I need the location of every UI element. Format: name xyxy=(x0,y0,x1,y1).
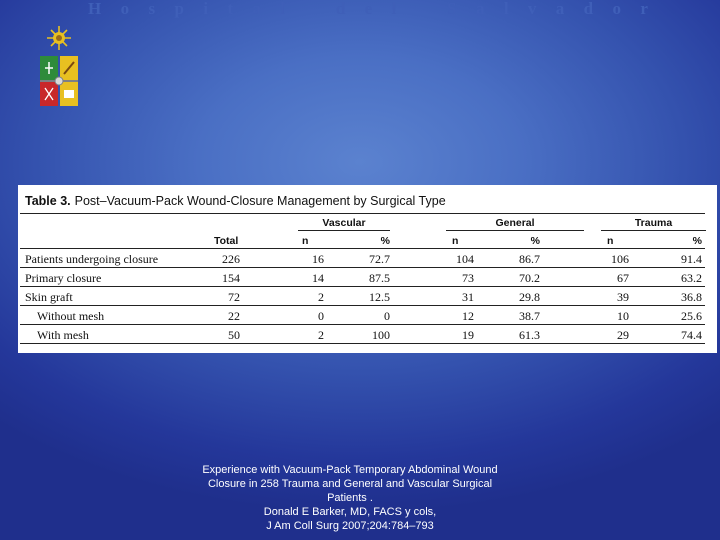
caption-line: J Am Coll Surg 2007;204:784–793 xyxy=(266,520,434,532)
subheader-n: n xyxy=(607,235,614,247)
row-value: 72.7 xyxy=(369,252,390,266)
row-value: 74.4 xyxy=(681,328,702,342)
row-value: 12.5 xyxy=(369,290,390,304)
header-letter: o xyxy=(612,0,622,18)
row-value: 38.7 xyxy=(519,309,540,323)
caption-line: Donald E Barker, MD, FACS y cols, xyxy=(263,506,437,518)
table-rule xyxy=(20,213,705,214)
row-value: 104 xyxy=(456,252,474,266)
row-value: 100 xyxy=(372,328,390,342)
row-total: 154 xyxy=(222,271,240,285)
row-label: With mesh xyxy=(37,328,89,342)
header-letter: l xyxy=(391,0,397,18)
row-value: 61.3 xyxy=(519,328,540,342)
subheader-percent: % xyxy=(692,235,702,247)
row-value: 2 xyxy=(318,328,324,342)
row-value: 39 xyxy=(617,290,629,304)
header-letter: S xyxy=(447,0,457,18)
header-letter: p xyxy=(174,0,184,18)
header-space xyxy=(416,0,428,18)
header-letter: o xyxy=(120,0,130,18)
row-value: 29 xyxy=(617,328,629,342)
row-value: 0 xyxy=(384,309,390,323)
table-rule xyxy=(20,267,705,268)
table-image xyxy=(18,185,717,353)
table-rule xyxy=(446,230,584,231)
row-value: 91.4 xyxy=(681,252,702,266)
table-title xyxy=(25,194,446,208)
crest-shield-icon xyxy=(40,56,78,106)
row-total: 226 xyxy=(222,252,240,266)
row-value: 73 xyxy=(462,271,474,285)
group-header-vascular: Vascular xyxy=(322,217,366,229)
row-value: 63.2 xyxy=(681,271,702,285)
row-value: 87.5 xyxy=(369,271,390,285)
row-value: 12 xyxy=(462,309,474,323)
group-header-trauma: Trauma xyxy=(634,217,673,229)
header-letter: i xyxy=(203,0,209,18)
header-letter: a xyxy=(252,0,261,18)
table-rule xyxy=(20,286,705,287)
caption-line: Closure in 258 Trauma and General and Vascular Surgical xyxy=(207,478,493,490)
table-rule xyxy=(601,230,706,231)
row-value: 70.2 xyxy=(519,271,540,285)
sun-emblem-icon xyxy=(47,26,71,50)
row-value: 14 xyxy=(312,271,324,285)
row-total: 50 xyxy=(228,328,240,342)
subheader-n: n xyxy=(452,235,459,247)
header-letter: l xyxy=(503,0,509,18)
table-rule xyxy=(20,248,705,249)
row-value: 31 xyxy=(462,290,474,304)
row-value: 106 xyxy=(611,252,629,266)
table-rule xyxy=(20,324,705,325)
row-label: Without mesh xyxy=(37,309,105,323)
header-letter: t xyxy=(227,0,234,18)
header-space xyxy=(304,0,316,18)
row-value: 86.7 xyxy=(519,252,540,266)
row-value: 29.8 xyxy=(519,290,540,304)
citation-caption xyxy=(160,463,540,533)
row-value: 16 xyxy=(312,252,324,266)
university-crest-logo xyxy=(36,24,82,110)
header-letter: d xyxy=(583,0,594,18)
header-letter: s xyxy=(148,0,156,18)
header-letter: l xyxy=(280,0,286,18)
row-total: 72 xyxy=(228,290,240,304)
row-value: 10 xyxy=(617,309,629,323)
header-letter: e xyxy=(364,0,373,18)
subheader-percent: % xyxy=(380,235,390,247)
table-number: Table 3. xyxy=(25,194,71,208)
table-rule xyxy=(298,230,390,231)
caption-line: Experience with Vacuum-Pack Temporary Abdominal Wound xyxy=(202,464,498,476)
row-value: 25.6 xyxy=(681,309,702,323)
row-label: Skin graft xyxy=(25,290,73,304)
row-value: 0 xyxy=(318,309,324,323)
row-total: 22 xyxy=(228,309,240,323)
header-letter: H xyxy=(88,0,102,18)
header-letter: d xyxy=(335,0,346,18)
header-letter: v xyxy=(527,0,537,18)
row-label: Primary closure xyxy=(25,271,102,285)
row-label: Patients undergoing closure xyxy=(25,252,159,266)
table-rule xyxy=(20,305,705,306)
hospital-name-header xyxy=(88,0,648,20)
total-header: Total xyxy=(214,235,239,247)
row-value: 36.8 xyxy=(681,290,702,304)
row-value: 67 xyxy=(617,271,629,285)
header-letter: a xyxy=(475,0,485,18)
caption-line: Patients . xyxy=(327,492,373,504)
group-header-general: General xyxy=(495,217,535,229)
table-title-text: Post–Vacuum-Pack Wound-Closure Management by Surgical Type xyxy=(74,194,446,208)
row-value: 19 xyxy=(462,328,474,342)
header-letter: r xyxy=(640,0,648,18)
table-rule xyxy=(20,343,705,344)
row-value: 2 xyxy=(318,290,324,304)
subheader-n: n xyxy=(302,235,309,247)
header-letter: a xyxy=(555,0,565,18)
subheader-percent: % xyxy=(530,235,540,247)
